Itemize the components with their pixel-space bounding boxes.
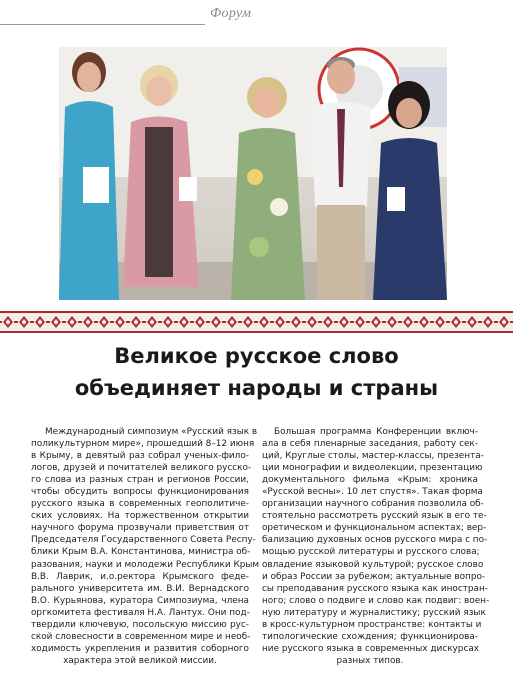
text-line: ние русского языка в современных дискурсах — [262, 643, 480, 654]
text-line: поликультурном мире», прошедший 8–12 июня — [31, 439, 255, 450]
text-line: в кросс-культурном пространстве: контакты и — [262, 619, 482, 630]
text-line: стоятельно рассмотреть русский язык в его те- — [262, 511, 487, 522]
text-line: типологические схождения; функционирова- — [262, 631, 478, 642]
text-line: Большая программа Конференции включ- — [274, 427, 478, 437]
group-photo — [59, 47, 447, 300]
section-label: Форум — [210, 6, 252, 21]
page-header — [0, 0, 513, 40]
text-line: го слова из разных стран и регионов России, — [31, 475, 249, 486]
header-rule — [0, 24, 205, 25]
title-line-1: Великое русское слово — [114, 344, 399, 368]
text-line: мощью русской литературы и русского слова; — [262, 547, 480, 558]
decorative-ornament-band — [0, 311, 513, 333]
left-text-column — [31, 426, 260, 667]
text-line: ную литературу и журналистику; русский язык — [262, 607, 486, 618]
text-line: научного форума прозвучали приветствия от — [31, 523, 249, 534]
text-line: разования, науки и молодежи Республики Крым — [31, 559, 260, 570]
text-line: ской словесности в современном мире и необ- — [31, 631, 251, 642]
text-line: ного; слово о подвиге и слово как подвиг: воен- — [262, 595, 490, 606]
text-line: ции монографии и видеолекции, презентацию — [262, 463, 483, 474]
text-line: оретическом и функциональном аспектах; вер- — [262, 523, 487, 534]
text-line: чтобы обсудить вопросы функционирования — [31, 487, 249, 498]
text-line: и образ России за рубежом; актуальные вопро- — [262, 571, 486, 582]
text-line: В.О. Курьянова, куратора Симпозиума, члена — [31, 595, 249, 606]
article-title — [0, 340, 513, 404]
text-line: рального университета им. В.И. Вернадского — [31, 583, 249, 594]
title-line-2: объединяет народы и страны — [74, 376, 439, 400]
text-line: логов, друзей и почитателей великого русско- — [31, 463, 252, 474]
text-line: русского языка в современных геополитиче- — [31, 499, 249, 510]
text-line: ских условиях. На торжественном открытии — [31, 511, 249, 522]
text-line: твердили ключевую, посольскую миссию рус- — [31, 619, 249, 630]
text-line: в Крыму, в девятый раз собрал ученых-фило- — [31, 451, 249, 462]
text-line: разных типов. — [336, 655, 404, 666]
text-line: В.В. Лаврик, и.о.ректора Крымского феде- — [31, 571, 249, 582]
text-line: ала в себя пленарные заседания, работу сек- — [262, 439, 478, 450]
text-line: бализацию духовных основ русского мира с по- — [262, 535, 488, 546]
text-line: «Русской весны». 10 лет спустя». Такая форма — [262, 487, 483, 498]
text-line: блики Крым В.А. Константинова, министра об- — [31, 547, 251, 558]
text-line: Председателя Государственного Совета Респу- — [31, 535, 256, 546]
text-line: характера этой великой миссии. — [63, 655, 217, 666]
text-line: ций, Круглые столы, мастер-классы, презента- — [262, 451, 484, 462]
text-line: сы преподавания русского языка как иностран- — [262, 583, 488, 594]
text-line: овладение языковой культурой; русское слово — [262, 559, 484, 570]
text-line: организации научного собрания позволила об- — [262, 499, 484, 510]
text-line: документального фильма «Крым: хроника — [262, 475, 478, 486]
right-text-column — [262, 426, 490, 667]
text-line: ходимость укрепления и развития соборного — [31, 643, 249, 654]
text-line: Международный симпозиум «Русский язык в — [45, 427, 258, 437]
text-line: оргкомитета фестиваля Н.А. Лантух. Они под- — [31, 607, 250, 618]
